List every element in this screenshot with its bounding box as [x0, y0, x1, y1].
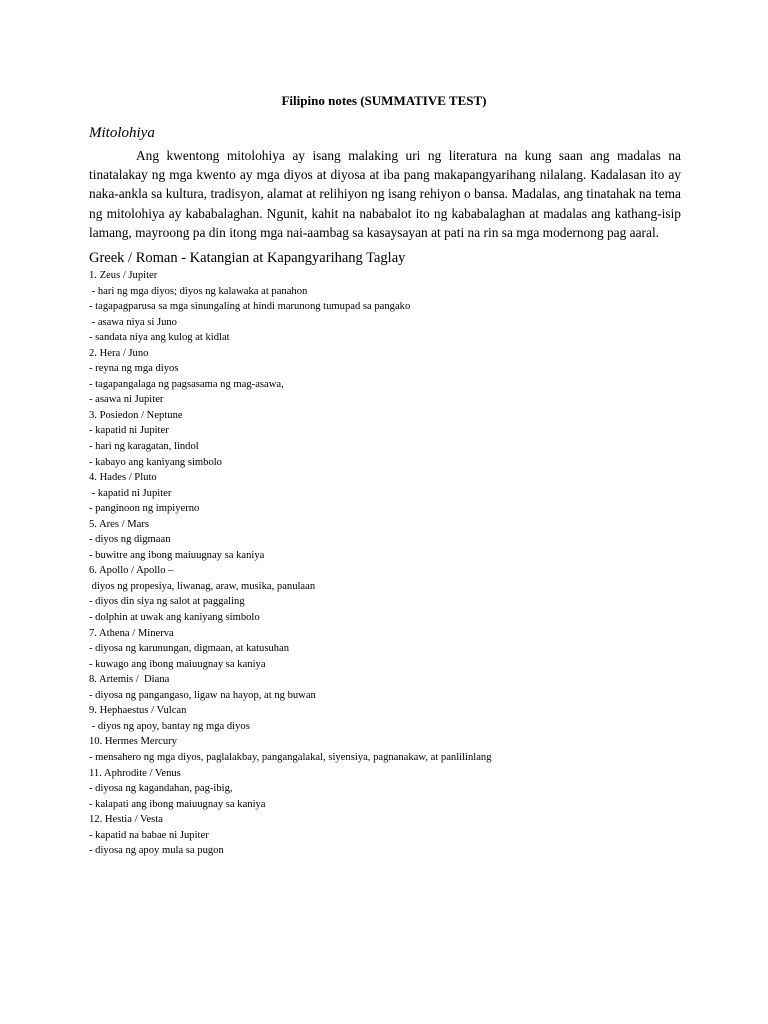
- list-item-detail: - sandata niya ang kulog at kidlat: [89, 332, 230, 344]
- list-item-detail: - asawa ni Jupiter: [89, 394, 164, 406]
- list-item-detail: - kapatid ni Jupiter: [89, 487, 172, 499]
- list-item-heading: 11. Aphrodite / Venus: [89, 767, 181, 779]
- list-item-heading: 3. Posiedon / Neptune: [89, 409, 183, 421]
- list-item-heading: 5. Ares / Mars: [89, 518, 150, 530]
- list-item-detail: - kapatid ni Jupiter: [89, 425, 169, 437]
- list-item-detail: - asawa niya si Juno: [89, 316, 177, 328]
- list-item-detail: - mensahero ng mga diyos, paglalakbay, pangangalakal, siyensiya, pagnanakaw, at panlilinlang: [89, 751, 492, 763]
- list-item-detail: - dolphin at uwak ang kaniyang simbolo: [89, 612, 260, 624]
- list-item-heading: 4. Hades / Pluto: [89, 472, 157, 484]
- list-item-heading: 9. Hephaestus / Vulcan: [89, 705, 187, 717]
- list-item-heading: 12. Hestia / Vesta: [89, 814, 163, 826]
- list-item-detail: - kabayo ang kaniyang simbolo: [89, 456, 222, 468]
- list-item-detail: - hari ng karagatan, lindol: [89, 441, 199, 453]
- list-item-detail: - diyosa ng kagandahan, pag-ibig,: [89, 783, 233, 795]
- list-item-detail: - buwitre ang ibong maiuugnay sa kaniya: [89, 549, 265, 561]
- intro-paragraph: Ang kwentong mitolohiya ay isang malaking uri ng literatura na kung saan ang madalas na tinatalakay ng mga kwento ay mga diyos at diyosa at iba pang makapangyarihang nilalang. Kadalasan ito ay naka-ankla sa kultura, tradisyon, alamat at relihiyon ng isang rehiyon o bansa. Madalas, ang tinatahak na tema ng mitolohiya ay kababalaghan. Ngunit, kahit na nababalot ito ng kababalaghan at madalas ang kathang-isip lamang, mayroong pa din itong mga nai-aambag sa kasaysayan at pati na rin sa mga modernong pag aaral.: [89, 148, 681, 240]
- gods-list: [89, 268, 492, 859]
- list-item-heading: 10. Hermes Mercury: [89, 736, 177, 748]
- list-item-heading: 1. Zeus / Jupiter: [89, 270, 158, 281]
- list-item-heading: 6. Apollo / Apollo –: [89, 565, 174, 577]
- list-item-detail: - kalapati ang ibong maiuugnay sa kaniya: [89, 798, 266, 810]
- list-item-detail: - kapatid na babae ni Jupiter: [89, 829, 209, 841]
- list-item-detail: - diyosa ng karunungan, digmaan, at katusuhan: [89, 643, 290, 655]
- list-item-heading: 2. Hera / Juno: [89, 347, 149, 359]
- list-item-detail: - diyos ng apoy, bantay ng mga diyos: [89, 720, 250, 732]
- list-item-detail: - diyos ng digmaan: [89, 534, 171, 546]
- list-item-detail: - reyna ng mga diyos: [89, 363, 179, 375]
- list-item-detail: - tagapangalaga ng pagsasama ng mag-asawa,: [89, 378, 284, 390]
- section-heading-mitolohiya: Mitolohiya: [89, 125, 155, 141]
- list-item-detail: - diyos din siya ng salot at paggaling: [89, 596, 245, 608]
- list-item-heading: 8. Artemis / Diana: [89, 674, 170, 686]
- list-item-detail: - tagapagparusa sa mga sinungaling at hindi marunong tumupad sa pangako: [89, 301, 411, 313]
- list-item-detail: - diyosa ng apoy mula sa pugon: [89, 845, 224, 857]
- list-item-detail: - kuwago ang ibong maiuugnay sa kaniya: [89, 658, 266, 670]
- list-item-detail: diyos ng propesiya, liwanag, araw, musika, panulaan: [89, 580, 316, 592]
- document-title: Filipino notes (SUMMATIVE TEST): [281, 93, 487, 108]
- list-item-heading: 7. Athena / Minerva: [89, 627, 174, 639]
- list-heading: Greek / Roman - Katangian at Kapangyarihang Taglay: [89, 250, 406, 266]
- list-item-detail: - hari ng mga diyos; diyos ng kalawaka at panahon: [89, 285, 308, 297]
- list-item-detail: - diyosa ng pangangaso, ligaw na hayop, at ng buwan: [89, 689, 316, 701]
- list-item-detail: - panginoon ng impiyerno: [89, 503, 200, 515]
